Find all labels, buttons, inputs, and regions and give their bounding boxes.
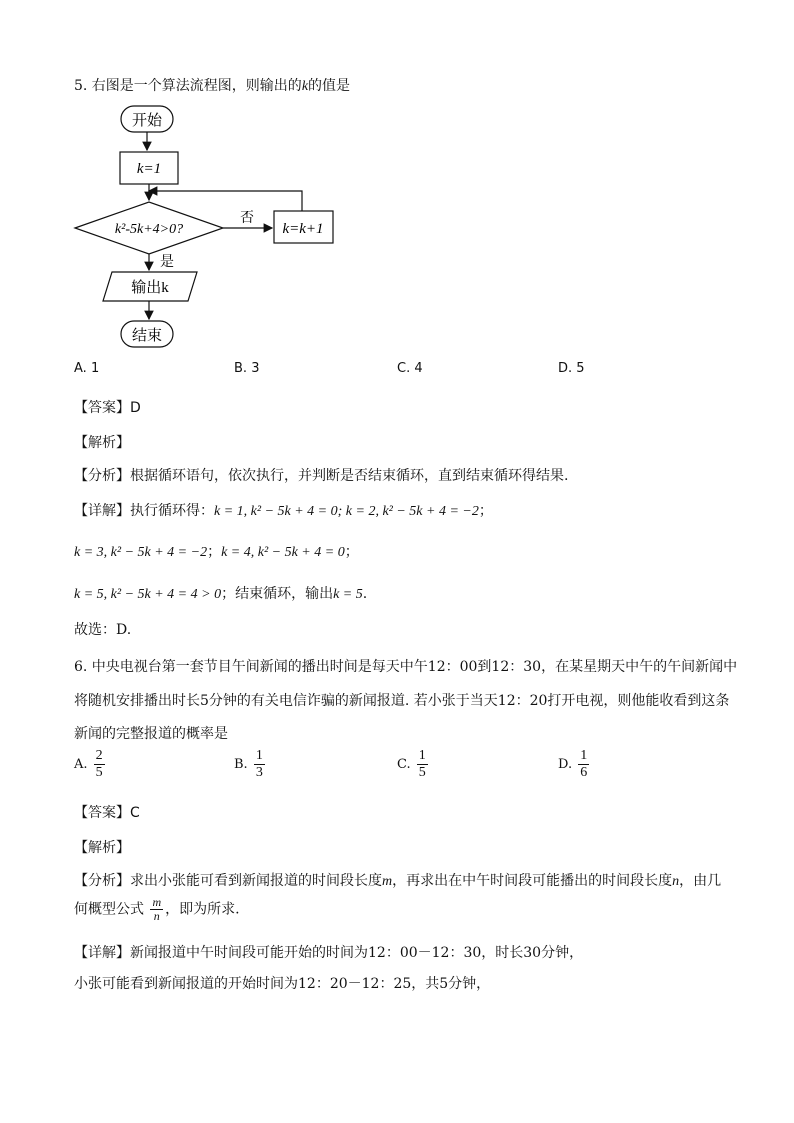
q6-fenxi-2 bbox=[74, 896, 240, 923]
q5-stem bbox=[74, 75, 350, 95]
q5-option-c bbox=[397, 361, 423, 376]
fraction-numerator: 1 bbox=[418, 748, 426, 763]
q6-option-b bbox=[234, 748, 267, 781]
q6-detail-1 bbox=[74, 942, 583, 962]
q5-detail-2 bbox=[74, 541, 359, 561]
q5-option-a bbox=[74, 361, 99, 376]
q5-option-d bbox=[558, 361, 585, 376]
fenxi-text: 求出小张能可看到新闻报道的时间段长度 bbox=[130, 873, 382, 889]
option-letter: A. bbox=[74, 361, 87, 376]
fenxi-tag: 【分析】 bbox=[74, 873, 130, 889]
detail-sep: ； bbox=[344, 544, 359, 560]
fenxi-var-m: m bbox=[382, 874, 393, 889]
q6-stem-1: 6. 中央电视台第一套节目午间新闻的播出时间是每天中午12：00到12：30，在某星期天中午的午间新闻中 bbox=[74, 659, 738, 675]
option-letter: C. bbox=[397, 361, 411, 376]
flowchart bbox=[70, 100, 410, 350]
answer-tag: 【答案】 bbox=[74, 805, 130, 821]
detail-math: k = 4, k² − 5k + 4 = 0 bbox=[221, 545, 345, 560]
q6-answer bbox=[74, 802, 140, 822]
fenxi-text: ，再求出在中午时间段可能播出的时间段长度 bbox=[392, 873, 673, 889]
option-letter: B. bbox=[234, 361, 248, 376]
option-value: 3 bbox=[251, 361, 260, 376]
q5-answer bbox=[74, 397, 141, 417]
q5-analysis-tag: 【解析】 bbox=[74, 435, 130, 451]
detail-lead: 执行循环得： bbox=[130, 503, 214, 519]
detail-text: 新闻报道中午时间段可能开始的时间为12：00－12：30，时长30分钟， bbox=[130, 945, 584, 961]
q6-detail-2: 小张可能看到新闻报道的开始时间为12：20－12：25，共5分钟， bbox=[74, 976, 491, 992]
fenxi-text: 根据循环语句，依次执行，并判断是否结束循环，直到结束循环得结果. bbox=[130, 468, 569, 484]
fenxi-text: 何概型公式 bbox=[74, 901, 144, 918]
q5-detail-1 bbox=[74, 500, 493, 520]
option-fraction bbox=[254, 748, 265, 781]
option-letter: A. bbox=[74, 757, 88, 772]
fraction-denominator: 5 bbox=[418, 765, 426, 780]
flow-init-label: k=1 bbox=[136, 161, 162, 177]
fraction-denominator: n bbox=[153, 909, 160, 923]
detail-period: . bbox=[362, 586, 368, 602]
detail-math: k = 5 bbox=[333, 587, 363, 602]
detail-text: ；结束循环，输出 bbox=[221, 586, 334, 602]
q6-fenxi-1 bbox=[74, 870, 721, 890]
q6-option-d bbox=[558, 748, 591, 781]
detail-sep: ； bbox=[207, 544, 222, 560]
q5-stem-end: 的值是 bbox=[308, 78, 351, 94]
q6-option-c bbox=[397, 748, 430, 781]
option-letter: D. bbox=[558, 361, 573, 376]
fraction-numerator: 1 bbox=[255, 748, 263, 763]
fenxi-text: ，由几 bbox=[679, 873, 722, 889]
flow-cond-label: k²-5k+4>0? bbox=[114, 222, 184, 237]
fraction-numerator: 1 bbox=[580, 748, 588, 763]
option-fraction bbox=[94, 748, 105, 781]
flow-update-label: k=k+1 bbox=[282, 221, 324, 237]
flow-start-label: 开始 bbox=[131, 113, 163, 129]
flow-end-label: 结束 bbox=[131, 328, 163, 344]
flow-yes-label: 是 bbox=[160, 255, 174, 270]
flow-no-label: 否 bbox=[240, 211, 254, 226]
q5-detail-3 bbox=[74, 583, 367, 603]
fenxi-tag: 【分析】 bbox=[74, 468, 130, 484]
q6-stem-3: 新闻的完整报道的概率是 bbox=[74, 726, 228, 742]
fenxi-fraction bbox=[150, 896, 163, 923]
q5-stem-var: k bbox=[301, 79, 309, 94]
detail-math: k = 5, k² − 5k + 4 = 4 > 0 bbox=[74, 587, 222, 602]
fenxi-var-n: n bbox=[672, 874, 680, 889]
option-value: 5 bbox=[576, 361, 585, 376]
detail-tag: 【详解】 bbox=[74, 945, 130, 961]
flow-output-label: 输出k bbox=[131, 280, 169, 296]
fraction-numerator: m bbox=[152, 895, 162, 909]
option-letter: B. bbox=[234, 757, 248, 772]
fraction-denominator: 5 bbox=[95, 765, 103, 780]
answer-tag: 【答案】 bbox=[74, 400, 130, 416]
detail-math: k = 1, k² − 5k + 4 = 0; k = 2, k² − 5k + 4 = −2 bbox=[214, 504, 479, 519]
q6-option-a bbox=[74, 748, 107, 781]
answer-value: C bbox=[130, 805, 140, 821]
option-letter: C. bbox=[397, 757, 411, 772]
q5-option-b bbox=[234, 361, 259, 376]
option-value: 4 bbox=[414, 361, 423, 376]
fraction-denominator: 3 bbox=[255, 765, 263, 780]
option-fraction bbox=[417, 748, 428, 781]
detail-math: k = 3, k² − 5k + 4 = −2 bbox=[74, 545, 208, 560]
q5-conclusion: 故选：D. bbox=[74, 622, 132, 638]
fenxi-text: ，即为所求. bbox=[165, 901, 240, 918]
fraction-numerator: 2 bbox=[95, 748, 103, 763]
option-letter: D. bbox=[558, 757, 573, 772]
option-fraction bbox=[578, 748, 589, 781]
q5-fenxi bbox=[74, 465, 568, 485]
q6-analysis-tag: 【解析】 bbox=[74, 840, 130, 856]
detail-sep: ； bbox=[478, 503, 493, 519]
fraction-denominator: 6 bbox=[580, 765, 588, 780]
q5-stem-text: 5. 右图是一个算法流程图，则输出的 bbox=[74, 78, 302, 94]
option-value: 1 bbox=[90, 361, 100, 376]
detail-tag: 【详解】 bbox=[74, 503, 130, 519]
q6-stem-2: 将随机安排播出时长5分钟的有关电信诈骗的新闻报道. 若小张于当天12：20打开电视，则他能收看到这条 bbox=[74, 693, 730, 709]
answer-value: D bbox=[130, 400, 141, 416]
